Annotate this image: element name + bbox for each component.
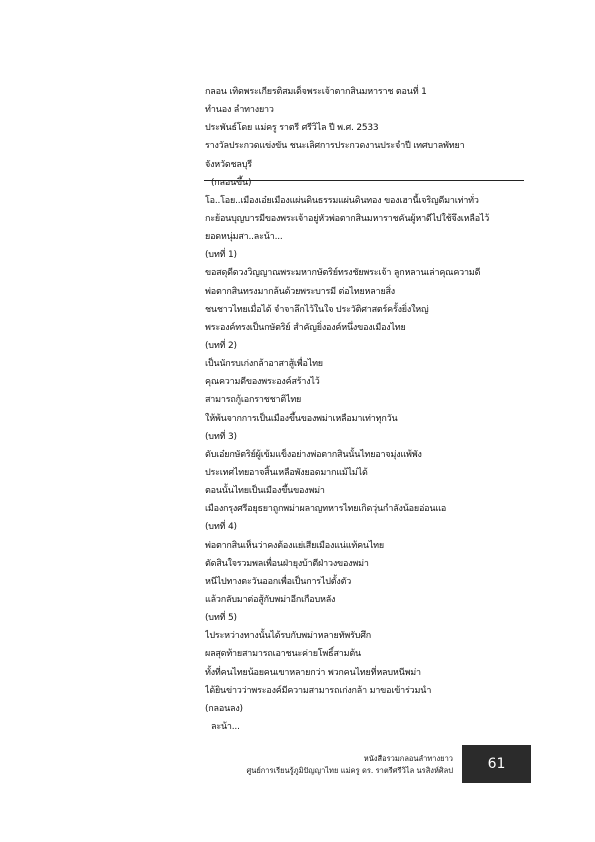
poem-line: เป็นนักรบเก่งกล้าอาสาสู้เพื่อไทย: [205, 359, 323, 370]
poem-line: คุณความดีของพระองค์สร้างไว้: [205, 377, 320, 388]
poem-line: ตัดสินใจรวมพลเพื่อนฝ่ายุงบ้าตีฝ่าวงของพม่า: [205, 558, 369, 569]
poem-line: (บทที่ 3): [205, 431, 237, 442]
poem-line: ไประหว่างทางนั้นได้รบกับพม่าหลายทัพรับศึก: [205, 631, 371, 642]
poem-line: พ่อตากสินเห็นว่าคงต้องแย่เสียเมืองแน่แท้คนไทย: [205, 540, 384, 551]
poem-line: แล้วกลับมาต่อสู้กับพม่าอีกเกือบหลัง: [205, 594, 336, 605]
poem-line: (บทที่ 1): [205, 250, 237, 261]
poem-line: พระองค์ทรงเป็นกษัตริย์ สำคัญยิ่งองค์หนึ่งของเมืองไทย: [205, 322, 406, 333]
poem-line: ผลสุดท้ายสามารถเอาชนะค่ายโพธิ์สามต้น: [205, 649, 361, 660]
poem-line: ละน้า...: [211, 721, 240, 732]
poem-line: ขอสดุดีดวงวิญญาณพระมหากษัตริย์ทรงชัยพระเจ้า ลูกหลานเล่าคุณความดี: [205, 268, 481, 279]
poem-line: กะย้อนบุญบารมีของพระเจ้าอยู่หัวพ่อตากสินมหาราชคันผู้หาดีไปใช้จึงเหลือไว้: [205, 213, 490, 224]
poem-line: ตอนนั้นไทยเป็นเมืองขึ้นของพม่า: [205, 486, 325, 497]
poem-line: ชนชาวไทยเมื่อได้ จำจาลึกไว้ในใจ ประวัติศาสตร์ครั้งยิ่งใหญ่: [205, 304, 429, 315]
poem-line: เมืองกรุงศรีอยุธยาถูกพม่าผลาญทหารไทยเกิดวุ่นกำลังน้อยอ่อนแอ: [205, 504, 447, 515]
poem-line: หนีไปทางตะวันออกเพื่อเป็นการไปตั้งตัว: [205, 576, 352, 587]
poem-line: สามารถกู้เอกราชชาติไทย: [205, 395, 302, 406]
poem-line: ยอดหนุ่มสา..ละน้า...: [205, 232, 283, 243]
footer-publisher: ศูนย์การเรียนรู้ภูมิปัญญาไทย แม่ครู ดร. ราตรีศรีวิไล นรสิงห์ศิลป: [246, 766, 453, 775]
poem-line: (บทที่ 2): [205, 340, 237, 351]
poem-line: ทั้งที่คนไทยน้อยคนเขาหลายกว่า พวกคนไทยที่หลบหนีพม่า: [205, 667, 421, 678]
poem-line: (กลอนขึ้น): [211, 177, 252, 188]
poem-line: ได้ยินข่าวว่าพระองค์มีความสามารถเก่งกล้า มาขอเข้าร่วมนำ: [205, 685, 432, 696]
header-line: กลอน เทิดพระเกียรติสมเด็จพระเจ้าตากสินมหาราช ตอนที่ 1: [205, 87, 427, 97]
page-footer: [0, 745, 595, 785]
header-divider: [204, 180, 524, 181]
poem-line: (บทที่ 4): [205, 522, 237, 533]
header-line: ประพันธ์โดย แม่ครู ราตรี ศรีวิไล ปี พ.ศ. 2533: [205, 123, 379, 134]
poem-line: ดับเอ๋ยกษัตริย์ผู้เข้มแข็งอย่างพ่อตากสินนั้นไทยอาจมุ่งแพ้พัง: [205, 449, 422, 460]
poem-line: ประเทศไทยอาจสิ้นเหลือพังยอดมากแม้ไม่ได้: [205, 467, 368, 478]
header-line: ทำนอง ลำทางยาว: [205, 105, 274, 116]
poem-block: [205, 174, 535, 736]
poem-line: (กลอนลง): [205, 703, 243, 714]
header-line: จังหวัดชลบุรี: [205, 159, 252, 170]
page-number: 61: [462, 745, 531, 783]
poem-line: พ่อตากสินทรงมากล้นด้วยพระบารมี ต่อไทยหลายสิ่ง: [205, 286, 396, 297]
footer-book-title: หนังสือรวมกลอนลำทางยาว: [363, 754, 453, 763]
header-line: รางวัลประกวดแข่งขัน ชนะเลิศการประกวดงานประจำปี เทศบาลพัทยา: [205, 141, 465, 152]
poem-line: (บทที่ 5): [205, 613, 237, 624]
footer-text: [246, 753, 453, 777]
poem-line: ให้พ้นจากการเป็นเมืองขึ้นของพม่าเหลือมาเท่าทุกวัน: [205, 413, 398, 424]
poem-line: โอ..โอย..เมืองเอ๋ยเมืองแผ่นดินธรรมแผ่นดินทอง ของเฮานี้เจริญดีมาเท่าทั่ว: [205, 195, 479, 206]
header-block: [205, 83, 535, 174]
